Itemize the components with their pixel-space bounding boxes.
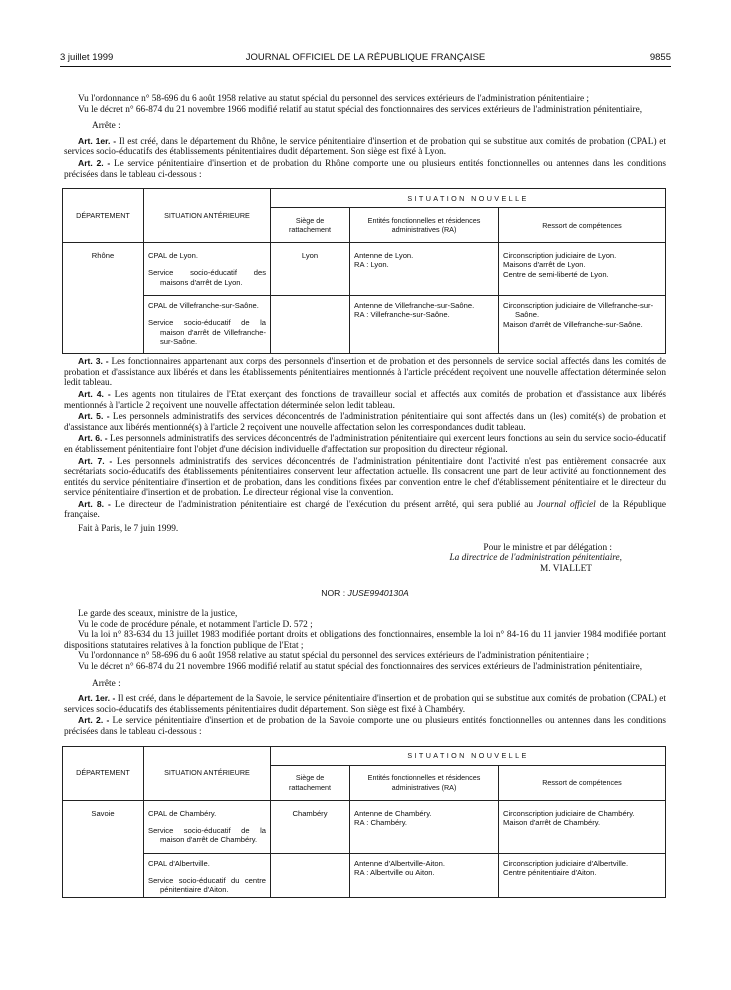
fait-a: Fait à Paris, le 7 juin 1999. (78, 524, 179, 535)
table-row (63, 853, 666, 897)
article-1: Art. 1er. - Il est créé, dans le département de la Savoie, le service pénitentiaire d'insertion et de probation qui se substitue aux comités de probation (CPAL) et services socio-éducatifs des établissements pénitentiaires dudit département. Son siège est fixé à Chambéry. (64, 693, 666, 715)
cell-entites: Antenne de Villefranche-sur-Saône. RA : Villefranche-sur-Saône. (350, 296, 499, 354)
cell-entites: Antenne d'Albertville-Aiton. RA : Albertville ou Aiton. (350, 853, 499, 897)
article-5: Art. 5. - Les personnels administratifs des services déconcentrés de l'administration pénitentiaire qui sont affectés dans un (les) comité(s) de probation et d'assistance aux libérés mentionné(s) à l'article 2 reçoivent une nouvelle affectation selon les correspondances dudit tableau. (64, 411, 666, 433)
col-entites: Entités fonctionnelles et résidences administratives (RA) (350, 208, 499, 243)
cell-siege: Lyon (271, 243, 350, 296)
document-body (64, 94, 666, 898)
visa: Vu l'ordonnance n° 58-696 du 6 août 1958 relative au statut spécial du personnel des services extérieurs de l'administration pénitentiaire ; (78, 94, 589, 104)
article-2 (64, 158, 666, 180)
header-date: 3 juillet 1999 (60, 52, 114, 63)
table-rhone (62, 188, 666, 354)
article-text: Le service pénitentiaire d'insertion et de probation du Rhône comporte une ou plusieurs entités fonctionnelles ou antennes dans les conditions précisées dans le tableau ci-dessous : (64, 158, 667, 180)
table-row (63, 243, 666, 296)
articles-list (64, 356, 666, 521)
table-row (63, 296, 666, 354)
article-1 (64, 136, 666, 158)
nor-reference: NOR : JUSE9940130A (321, 588, 409, 599)
cell-departement: Savoie (63, 800, 144, 897)
cell-anterieure: CPAL d'Albertville. Service socio-éducatif du centre pénitentiaire d'Aiton. (144, 853, 271, 897)
table-row (63, 800, 666, 853)
cell-anterieure: CPAL de Chambéry. Service socio-éducatif de la maison d'arrêt de Chambéry. (144, 800, 271, 853)
cell-ressort: Circonscription judiciaire de Lyon. Maisons d'arrêt de Lyon. Centre de semi-liberté de Lyon. (499, 243, 666, 296)
col-ressort: Ressort de compétences (499, 208, 666, 243)
col-siege: Siège de rattachement (271, 208, 350, 243)
block-savoie: Le garde des sceaux, ministre de la justice, Vu le code de procédure pénale, et notamment l'article D. 572 ; Vu la loi n° 83-634 du 13 juillet 1983 modifiée portant droits et obligations des fonctionnaires, ensemble la loi n° 84-16 du 11 janvier 1984 modifiée portant dispositions statutaires relatives à la fonction publique de l'Etat ; Vu l'ordonnance n° 58-696 du 6 août 1958 relative au statut spécial du personnel des services extérieurs de l'administration pénitentiaire ; Vu le décret n° 66-874 du 21 novembre 1966 modifié relatif au statut spécial des fonctionnaires des services extérieurs de l'administration pénitentiaire, Arrête : Art. 1er. - Il est créé, dans le département de la Savoie, le service pénitentiaire d'insertion et de probation qui se substitue aux comités de probation (CPAL) et services socio-éducatifs des établissements pénitentiaires dudit département. Son siège est fixé à Chambéry. Art. 2. - Le service pénitentiaire d'insertion et de probation de la Savoie comporte une ou plusieurs entités fonctionnelles ou antennes dans les conditions précisées dans le tableau ci-dessous : (64, 609, 666, 737)
cell-anterieure: CPAL de Lyon. Service socio-éducatif des maisons d'arrêt de Lyon. (144, 243, 271, 296)
cell-ressort: Circonscription judiciaire d'Albertville. Centre pénitentiaire d'Aiton. (499, 853, 666, 897)
col-situation-anterieure: SITUATION ANTÉRIEURE (144, 189, 271, 243)
col-entites: Entités fonctionnelles et résidences administratives (RA) (350, 765, 499, 800)
cell-entites: Antenne de Chambéry. RA : Chambéry. (350, 800, 499, 853)
article-3: Art. 3. - Les fonctionnaires appartenant aux corps des personnels d'insertion et de probation et des personnels de service social affectés dans les comités de probation et d'assistance aux libérés et dans les établissements pénitentiaires mentionnés à l'article précédent reçoivent une nouvelle affectation déterminée selon ledit tableau. (64, 356, 667, 389)
cell-siege (271, 296, 350, 354)
cell-departement: Rhône (63, 243, 144, 354)
article-label: Art. 1er. - (78, 135, 117, 146)
article-4: Art. 4. - Les agents non titulaires de l'Etat exerçant des fonctions de travailleur social et affectés aux comités de probation et d'assistance aux libérés mentionnés à l'article 2 reçoivent une nouvelle affectation déterminée selon ledit tableau. (64, 388, 666, 411)
cell-entites: Antenne de Lyon. RA : Lyon. (350, 243, 499, 296)
cell-ressort: Circonscription judiciaire de Chambéry. Maison d'arrêt de Chambéry. (499, 800, 666, 853)
signature-block: Pour le ministre et par délégation : La directrice de l'administration pénitentiaire, M. VIALLET (449, 542, 622, 574)
col-situation-nouvelle: SITUATION NOUVELLE (271, 189, 666, 208)
article-8: Art. 8. - Le directeur de l'administration pénitentiaire est chargé de l'exécution du présent arrêté, qui sera publié au Journal officiel de la République française. (64, 498, 667, 521)
header-page-number: 9855 (649, 52, 671, 63)
visa: Vu le décret n° 66-874 du 21 novembre 1966 modifié relatif au statut spécial des fonctionnaires des services extérieurs de l'administration pénitentiaire, (78, 104, 643, 115)
cell-ressort: Circonscription judiciaire de Villefranche-sur-Saône. Maison d'arrêt de Villefranche-sur-Saône. (499, 296, 666, 354)
article-2: Art. 2. - Le service pénitentiaire d'insertion et de probation de la Savoie comporte une ou plusieurs entités fonctionnelles ou antennes dans les conditions précisées dans le tableau ci-dessous : (64, 715, 666, 737)
col-situation-anterieure: SITUATION ANTÉRIEURE (144, 746, 271, 800)
article-label: Art. 2. - (78, 157, 111, 168)
cell-anterieure: CPAL de Villefranche-sur-Saône. Service socio-éducatif de la maison d'arrêt de Villefranche-sur-Saône. (144, 296, 271, 354)
cell-siege (271, 853, 350, 897)
header-journal-title: JOURNAL OFFICIEL DE LA RÉPUBLIQUE FRANÇAISE (245, 52, 486, 63)
table-savoie (62, 746, 666, 898)
col-ressort: Ressort de compétences (499, 765, 666, 800)
cell-siege: Chambéry (271, 800, 350, 853)
col-departement: DÉPARTEMENT (63, 746, 144, 800)
col-siege: Siège de rattachement (271, 765, 350, 800)
header-rule (60, 66, 671, 67)
arrete: Arrête : (92, 121, 121, 132)
page-header (60, 52, 671, 66)
col-situation-nouvelle: SITUATION NOUVELLE (271, 746, 666, 765)
col-departement: DÉPARTEMENT (63, 189, 144, 243)
article-7: Art. 7. - Les personnels administratifs des services déconcentrés de l'administration pénitentiaire dont l'activité n'est pas entièrement consacrée aux secrétariats socio-éducatifs des établissements pénitentiaires conservent leur affectation actuelle. Ils consacrent une part de leur activité au fonctionnement des entités du service pénitentiaire d'insertion et de probation, dans les conditions fixées par convention entre le chef d'établissement pénitentiaire et le directeur du service pénitentiaire d'insertion et de probation. Le directeur régional vise la convention. (64, 455, 666, 499)
article-6: Art. 6. - Les personnels administratifs des services déconcentrés de l'administration pénitentiaire qui exercent leurs fonctions au sein du service socio-éducatif en établissement pénitentiaire font l'objet d'une décision individuelle d'affectation sur proposition du directeur régional. (64, 433, 667, 455)
article-text: Il est créé, dans le département du Rhône, le service pénitentiaire d'insertion et de probation qui se substitue aux comités de probation (CPAL) et services socio-éducatifs des établissements pénitentiaires dudit département. Son siège est fixé à Lyon. (64, 136, 666, 158)
